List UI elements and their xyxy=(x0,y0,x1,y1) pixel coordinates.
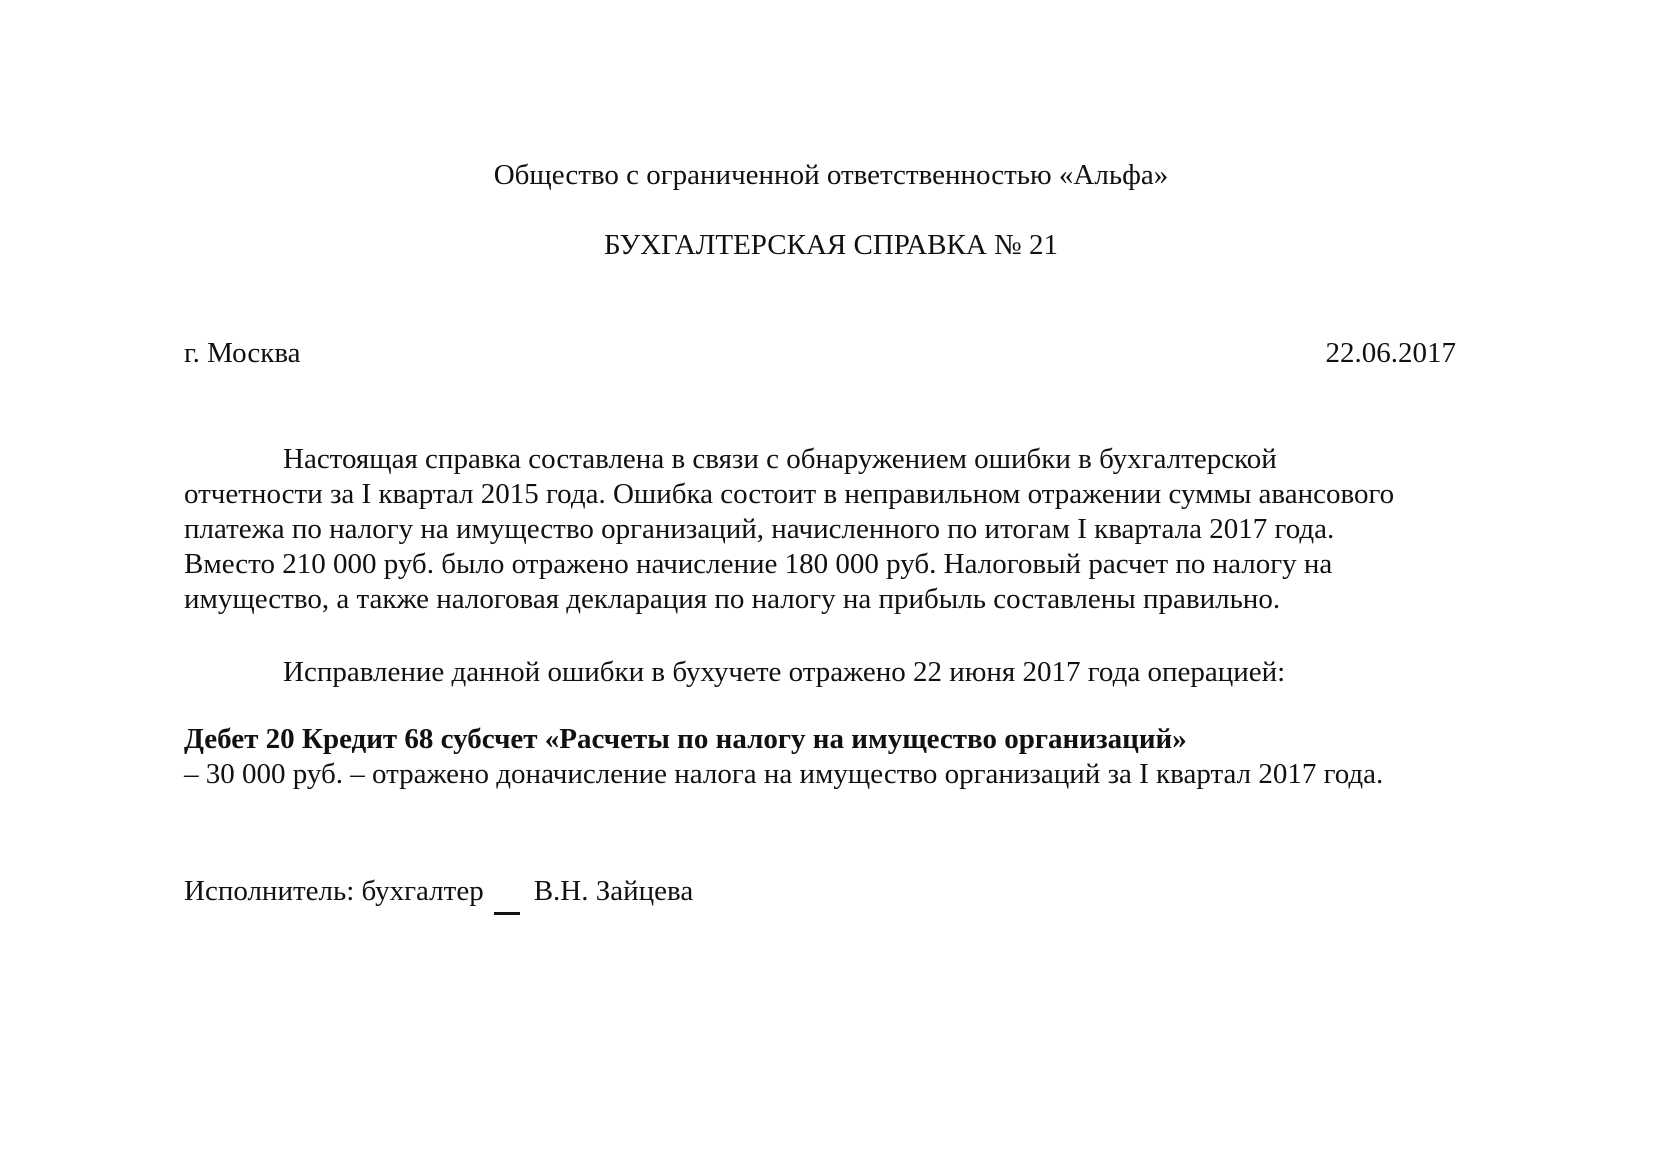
document-date: 22.06.2017 xyxy=(1325,337,1456,369)
entry-text: – 30 000 руб. – отражено доначисление налога на имущество организаций за I квартал 2017 года. xyxy=(184,758,1384,790)
signature-label: Исполнитель: бухгалтер xyxy=(184,875,484,907)
accounting-entry xyxy=(184,722,1484,792)
paragraph-line: имущество, а также налоговая декларация по налогу на прибыль составлены правильно. xyxy=(184,583,1281,615)
paragraph-line: платежа по налогу на имущество организаций, начисленного по итогам I квартала 2017 года. xyxy=(184,513,1335,545)
signature-block xyxy=(184,874,693,915)
city: г. Москва xyxy=(184,337,301,369)
paragraph-error-description xyxy=(184,442,1484,617)
paragraph-line: Исправление данной ошибки в бухучете отражено 22 июня 2017 года операцией: xyxy=(283,656,1286,688)
place-date-row xyxy=(184,336,1456,370)
signature-name: В.Н. Зайцева xyxy=(533,875,694,907)
paragraph-line: Настоящая справка составлена в связи с обнаружением ошибки в бухгалтерской xyxy=(283,443,1277,475)
paragraph-correction xyxy=(184,655,1484,690)
paragraph-line: отчетности за I квартал 2015 года. Ошибка состоит в неправильном отражении суммы авансового xyxy=(184,478,1395,510)
paragraph-line: Вместо 210 000 руб. было отражено начисление 180 000 руб. Налоговый расчет по налогу на xyxy=(184,548,1333,580)
organization-name: Общество с ограниченной ответственностью «Альфа» xyxy=(493,159,1169,191)
entry-heading: Дебет 20 Кредит 68 субсчет «Расчеты по налогу на имущество организаций» xyxy=(184,723,1187,755)
document-title: БУХГАЛТЕРСКАЯ СПРАВКА № 21 xyxy=(604,229,1058,261)
signature-line xyxy=(494,912,520,915)
